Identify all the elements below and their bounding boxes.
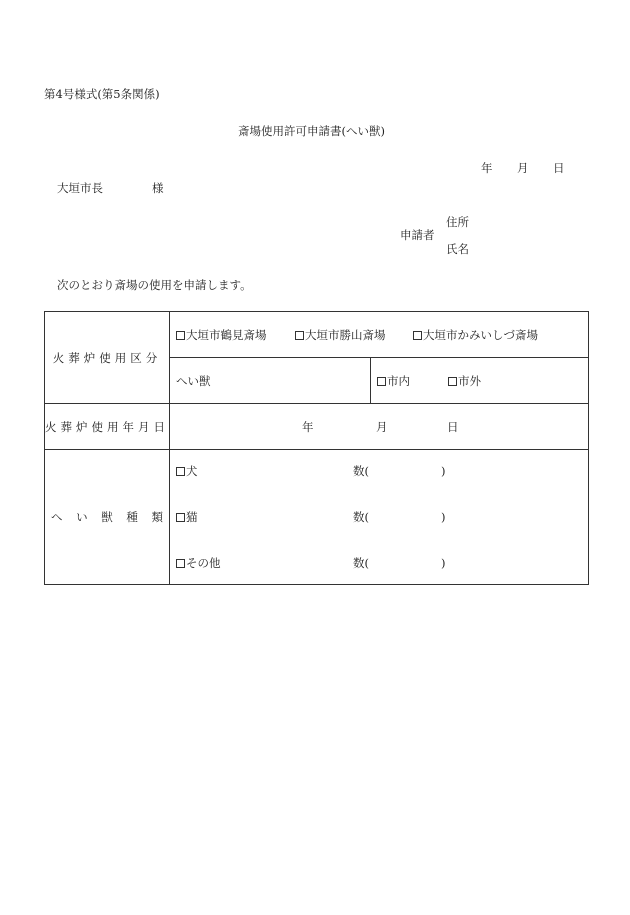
applicant-name-label: 氏名 [446,242,469,256]
date-unit-month: 月 [376,419,388,434]
page-title: 斎場使用許可申請書(へい獣) [238,124,385,138]
form-number: 第4号様式(第5条関係) [44,87,160,101]
cremation-type-label: 火葬炉使用区分 [45,312,170,404]
intro-text: 次のとおり斎場の使用を申請します。 [57,278,252,292]
checkbox-icon [176,467,185,476]
venue-option-katsuyama[interactable]: 大垣市勝山斎場 [295,327,386,343]
kind-option-dog[interactable]: 犬 [176,463,198,479]
animal-label: へい獣 [176,373,211,388]
kind-option-cat[interactable]: 猫 [176,509,198,525]
kind-label-char: 獣 [101,510,113,524]
kind-count-open: 数( [353,464,369,478]
date-of-use-label: 火葬炉使用年月日 [45,404,170,450]
date-unit-day: 日 [447,419,459,434]
kind-count-close: ) [441,510,446,524]
applicant-address-label: 住所 [446,215,469,229]
date-day: 日 [553,161,565,175]
kind-option-other[interactable]: その他 [176,555,221,571]
kind-count-close: ) [441,464,446,478]
residence-option-outside[interactable]: 市外 [448,373,481,389]
venue-option-tsurumi[interactable]: 大垣市鶴見斎場 [176,327,267,343]
application-table [44,311,589,585]
checkbox-icon [413,331,422,340]
kind-label-char: へ [51,510,63,524]
venue-option-kamiishizu[interactable]: 大垣市かみいしづ斎場 [413,327,538,343]
applicant-label: 申請者 [400,228,435,242]
animal-kinds [170,450,588,584]
kind-count-open: 数( [353,510,369,524]
kind-count-open: 数( [353,556,369,570]
checkbox-icon [176,559,185,568]
kind-label-char: い [76,510,88,524]
residence-option-inside[interactable]: 市内 [377,373,410,389]
divider [370,358,371,403]
animal-kind-label [45,450,170,585]
checkbox-icon [295,331,304,340]
kind-label-char: 種 [126,510,138,524]
venue-row [170,312,588,357]
date-unit-year: 年 [302,419,314,434]
date-month: 月 [517,161,529,175]
kind-count-close: ) [441,556,446,570]
date-of-use-field[interactable] [170,404,588,449]
checkbox-icon [176,331,185,340]
checkbox-icon [448,377,457,386]
addressee-honorific: 様 [152,181,164,195]
date-year: 年 [481,161,493,175]
kind-label-char: 類 [151,510,163,524]
checkbox-icon [176,513,185,522]
animal-residence-row [170,358,588,403]
addressee-mayor: 大垣市長 [57,181,103,195]
checkbox-icon [377,377,386,386]
